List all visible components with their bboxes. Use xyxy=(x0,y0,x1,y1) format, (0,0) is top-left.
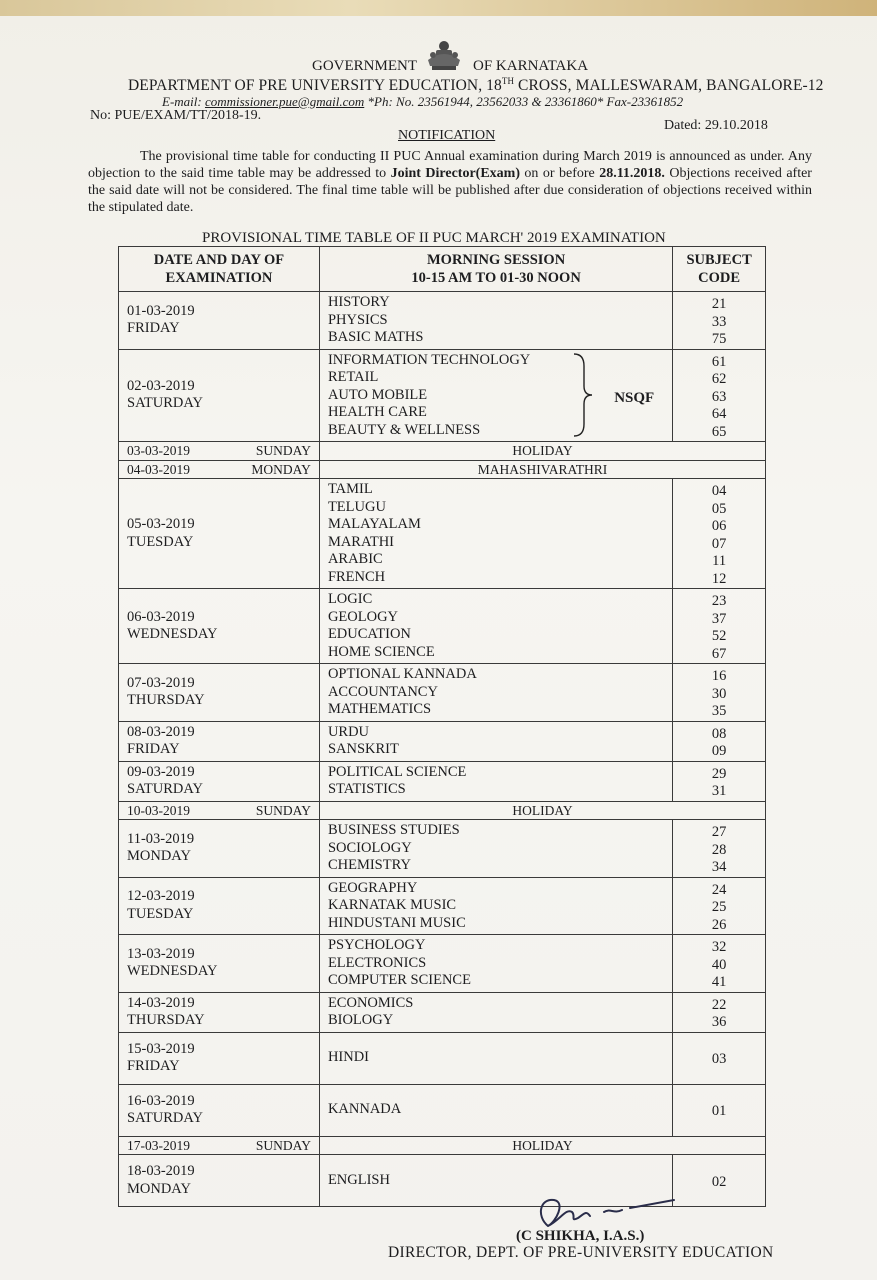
holiday-row xyxy=(119,460,766,479)
subject-code: 65 xyxy=(711,423,727,440)
subject-code: 08 xyxy=(711,725,727,742)
signatory-title: DIRECTOR, DEPT. OF PRE-UNIVERSITY EDUCATION xyxy=(388,1244,774,1261)
subject-code: 05 xyxy=(711,500,727,517)
date-cell xyxy=(119,761,320,801)
row-day: FRIDAY xyxy=(127,1058,180,1074)
row-day: SUNDAY xyxy=(255,802,311,818)
date-cell xyxy=(119,877,320,935)
subject-name: BUSINESS STUDIES xyxy=(327,822,460,838)
subject-name: URDU xyxy=(327,723,370,740)
col-code-header: SUBJECT CODE xyxy=(673,247,766,292)
subject-code: 40 xyxy=(711,956,727,973)
subject-code: 52 xyxy=(711,628,727,644)
holiday-row xyxy=(119,1136,766,1155)
reference-number: No: PUE/EXAM/TT/2018-19. xyxy=(90,108,262,123)
subject-name: MARATHI xyxy=(327,533,394,550)
codes-cell xyxy=(673,349,766,442)
codes-cell xyxy=(673,877,766,935)
subject-name: ACCOUNTANCY xyxy=(327,683,438,700)
signatory-name: (C SHIKHA, I.A.S.) xyxy=(516,1228,645,1244)
row-day: MONDAY xyxy=(251,461,311,477)
dept-text-a: DEPARTMENT OF PRE UNIVERSITY EDUCATION, 18 xyxy=(128,77,502,95)
subject-name: PSYCHOLOGY xyxy=(327,937,426,953)
subjects-cell xyxy=(319,349,672,442)
subject-name: POLITICAL SCIENCE xyxy=(327,763,467,780)
subject-name: ENGLISH xyxy=(327,1171,390,1188)
codes-cell xyxy=(673,1084,766,1136)
subject-code: 27 xyxy=(711,824,727,840)
date-cell xyxy=(119,292,320,350)
subject-name: BEAUTY & WELLNESS xyxy=(327,421,481,438)
subject-name: INFORMATION TECHNOLOGY xyxy=(327,351,531,368)
subject-code: 75 xyxy=(711,331,727,347)
subjects-cell xyxy=(319,935,672,993)
issue-date: Dated: 29.10.2018 xyxy=(664,118,768,133)
holiday-date-cell xyxy=(119,442,320,461)
subject-code: 12 xyxy=(711,570,727,587)
row-day: WEDNESDAY xyxy=(127,626,218,642)
dept-sup: TH xyxy=(501,76,515,86)
subject-name: TELUGU xyxy=(327,498,386,515)
subject-code: 30 xyxy=(711,685,727,702)
subject-name: PHYSICS xyxy=(327,311,388,328)
subject-name: MATHEMATICS xyxy=(327,701,432,717)
email-label: E-mail: xyxy=(162,94,205,109)
row-date: 15-03-2019 xyxy=(127,1040,195,1057)
subject-name: HINDUSTANI MUSIC xyxy=(327,914,466,931)
nsqf-label: NSQF xyxy=(614,389,655,406)
email-link[interactable]: commissioner.pue@gmail.com xyxy=(204,94,365,109)
exam-row xyxy=(119,664,766,722)
row-day: MONDAY xyxy=(127,1180,191,1197)
subjects-cell xyxy=(319,589,672,664)
subject-code: 16 xyxy=(711,668,727,684)
holiday-date-cell xyxy=(119,1136,320,1155)
row-day: MONDAY xyxy=(127,848,191,865)
subject-name: BASIC MATHS xyxy=(327,329,424,345)
subject-name: HISTORY xyxy=(327,294,390,310)
subject-name: HOME SCIENCE xyxy=(327,643,435,660)
subject-code: 21 xyxy=(711,296,727,312)
col-date-header: DATE AND DAY OF EXAMINATION xyxy=(119,247,320,292)
row-date: 10-03-2019 xyxy=(127,802,190,818)
holiday-label: HOLIDAY xyxy=(319,801,765,820)
para-part-1: The provisional time table for conducting II PUC Annual examination during March 2019 is announced as under. Any objection to the said time table may be addressed to xyxy=(88,149,812,181)
timetable-header-row xyxy=(119,247,766,292)
date-cell xyxy=(119,1084,320,1136)
subject-name: STATISTICS xyxy=(327,781,406,797)
subjects-cell xyxy=(319,664,672,722)
row-date: 09-03-2019 xyxy=(127,763,195,780)
department-line xyxy=(128,76,824,95)
subjects-cell xyxy=(319,1084,672,1136)
subject-name: RETAIL xyxy=(327,369,379,385)
subject-name: FRENCH xyxy=(327,568,386,585)
para-bold-1: Joint Director(Exam) xyxy=(390,166,520,181)
subject-code: 11 xyxy=(712,553,727,569)
subject-code: 04 xyxy=(711,483,727,499)
subject-code: 09 xyxy=(711,743,727,759)
row-date: 08-03-2019 xyxy=(127,723,195,740)
codes-cell xyxy=(673,664,766,722)
subjects-cell xyxy=(319,479,672,589)
subject-name: TAMIL xyxy=(327,481,373,497)
subjects-cell xyxy=(319,721,672,761)
subject-name: SANSKRIT xyxy=(327,741,399,757)
subject-code: 06 xyxy=(711,518,727,534)
phone-text: *Ph: No. 23561944, 23562033 & 23361860* Fax-23361852 xyxy=(364,94,684,109)
holiday-label: MAHASHIVARATHRI xyxy=(319,460,765,479)
timetable xyxy=(118,246,766,1207)
row-date: 01-03-2019 xyxy=(127,302,195,319)
subject-name: MALAYALAM xyxy=(327,516,421,532)
holiday-label: HOLIDAY xyxy=(319,442,765,461)
row-date: 17-03-2019 xyxy=(127,1137,190,1153)
subject-code: 61 xyxy=(711,353,727,370)
para-bold-2: 28.11.2018. xyxy=(599,166,665,181)
para-part-2: on or before xyxy=(519,166,600,181)
subjects-cell xyxy=(319,1032,672,1084)
row-date: 06-03-2019 xyxy=(127,608,195,625)
row-day: SATURDAY xyxy=(127,781,204,797)
codes-cell xyxy=(673,992,766,1032)
date-cell xyxy=(119,992,320,1032)
subjects-cell xyxy=(319,820,672,878)
holiday-label: HOLIDAY xyxy=(319,1136,765,1155)
row-day: SATURDAY xyxy=(127,395,204,412)
subject-name: GEOLOGY xyxy=(327,608,399,625)
notification-paragraph xyxy=(88,148,812,216)
timetable-body xyxy=(119,292,766,1207)
subject-name: SOCIOLOGY xyxy=(327,839,412,856)
subject-code: 35 xyxy=(711,703,727,719)
subject-name: ARABIC xyxy=(327,551,383,567)
row-date: 16-03-2019 xyxy=(127,1092,195,1109)
page-top-edge xyxy=(0,0,877,16)
subject-name: AUTO MOBILE xyxy=(327,386,428,403)
row-day: TUESDAY xyxy=(127,533,194,550)
row-day: FRIDAY xyxy=(127,741,180,757)
para-part-3: Objections received after the said date will not be considered. The final time table will be published after due consideration of objections received within the stipulated date. xyxy=(88,166,812,215)
subject-code: 24 xyxy=(711,881,727,898)
holiday-date-cell xyxy=(119,801,320,820)
date-cell xyxy=(119,1155,320,1207)
row-day: SATURDAY xyxy=(127,1110,204,1126)
exam-row xyxy=(119,1032,766,1084)
subject-code: 33 xyxy=(711,313,727,330)
exam-row xyxy=(119,935,766,993)
holiday-date-cell xyxy=(119,460,320,479)
subject-name: OPTIONAL KANNADA xyxy=(327,666,477,682)
row-date: 18-03-2019 xyxy=(127,1163,195,1179)
subject-code: 32 xyxy=(711,939,727,955)
date-cell xyxy=(119,820,320,878)
row-date: 12-03-2019 xyxy=(127,888,195,905)
subjects-cell xyxy=(319,761,672,801)
session-label: MORNING SESSION xyxy=(426,252,566,268)
exam-row xyxy=(119,820,766,878)
gov-left-text: GOVERNMENT xyxy=(312,58,417,74)
date-cell xyxy=(119,479,320,589)
row-day: WEDNESDAY xyxy=(127,963,218,980)
codes-cell xyxy=(673,292,766,350)
exam-row xyxy=(119,761,766,801)
subject-code: 62 xyxy=(711,371,727,387)
subject-name: COMPUTER SCIENCE xyxy=(327,972,471,988)
holiday-row xyxy=(119,801,766,820)
codes-cell xyxy=(673,721,766,761)
dept-text-b: CROSS, MALLESWARAM, BANGALORE-12 xyxy=(514,77,824,95)
codes-cell xyxy=(673,1155,766,1207)
exam-row xyxy=(119,992,766,1032)
subject-code: 23 xyxy=(711,593,727,609)
timetable-title: PROVISIONAL TIME TABLE OF II PUC MARCH' 2019 EXAMINATION xyxy=(202,230,666,246)
subject-code: 41 xyxy=(711,974,727,990)
row-date: 11-03-2019 xyxy=(127,830,195,847)
gov-right-text: OF KARNATAKA xyxy=(473,58,589,74)
row-date: 05-03-2019 xyxy=(127,516,195,532)
subject-code: 64 xyxy=(711,406,727,422)
subject-name: ECONOMICS xyxy=(327,994,414,1011)
row-day: FRIDAY xyxy=(127,320,180,337)
subjects-cell xyxy=(319,877,672,935)
exam-row xyxy=(119,479,766,589)
subject-code: 25 xyxy=(711,899,727,915)
exam-row xyxy=(119,721,766,761)
row-date: 07-03-2019 xyxy=(127,674,195,691)
subject-name: GEOGRAPHY xyxy=(327,879,418,896)
subject-code: 26 xyxy=(711,916,727,933)
subject-name: CHEMISTRY xyxy=(327,857,411,873)
date-cell xyxy=(119,664,320,722)
subject-code: 67 xyxy=(711,645,727,662)
row-day: THURSDAY xyxy=(127,1012,205,1028)
subject-code: 07 xyxy=(711,535,727,552)
codes-cell xyxy=(673,1032,766,1084)
subject-code: 36 xyxy=(711,1014,727,1030)
nsqf-brace xyxy=(572,352,594,438)
row-day: SUNDAY xyxy=(255,1137,311,1153)
exam-row xyxy=(119,349,766,442)
exam-row xyxy=(119,292,766,350)
holiday-row xyxy=(119,442,766,461)
row-date: 04-03-2019 xyxy=(127,461,190,477)
date-cell xyxy=(119,1032,320,1084)
codes-cell xyxy=(673,761,766,801)
row-date: 13-03-2019 xyxy=(127,945,195,962)
subject-code: 31 xyxy=(711,783,727,799)
subjects-cell xyxy=(319,992,672,1032)
row-day: SUNDAY xyxy=(255,443,311,458)
row-date: 14-03-2019 xyxy=(127,994,195,1011)
date-cell xyxy=(119,721,320,761)
subject-code: 34 xyxy=(711,859,727,875)
subjects-cell xyxy=(319,292,672,350)
exam-row xyxy=(119,877,766,935)
codes-cell xyxy=(673,589,766,664)
exam-row xyxy=(119,589,766,664)
row-day: TUESDAY xyxy=(127,905,194,922)
subject-code: 02 xyxy=(711,1173,727,1190)
subject-code: 01 xyxy=(711,1103,727,1120)
notification-heading: NOTIFICATION xyxy=(398,128,496,143)
date-cell xyxy=(119,589,320,664)
subject-name: ELECTRONICS xyxy=(327,954,427,971)
signature-scribble xyxy=(526,1186,676,1234)
codes-cell xyxy=(673,935,766,993)
subject-code: 63 xyxy=(711,388,727,405)
col-session-header xyxy=(319,247,672,292)
subject-code: 03 xyxy=(711,1051,727,1068)
subject-code: 28 xyxy=(711,841,727,858)
subject-name: LOGIC xyxy=(327,591,373,607)
date-cell xyxy=(119,935,320,993)
subject-name: EDUCATION xyxy=(327,626,411,642)
subject-code: 37 xyxy=(711,610,727,627)
subject-name: BIOLOGY xyxy=(327,1012,394,1028)
subject-name: HINDI xyxy=(327,1049,370,1066)
state-emblem-icon xyxy=(424,38,464,72)
subject-code: 22 xyxy=(711,996,727,1013)
row-date: 02-03-2019 xyxy=(127,377,195,394)
session-time: 10-15 AM TO 01-30 NOON xyxy=(411,270,581,286)
row-day: THURSDAY xyxy=(127,692,205,709)
subject-code: 29 xyxy=(711,765,727,782)
subject-name: HEALTH CARE xyxy=(327,404,427,420)
row-date: 03-03-2019 xyxy=(127,443,190,458)
codes-cell xyxy=(673,479,766,589)
subject-name: KANNADA xyxy=(327,1101,402,1118)
codes-cell xyxy=(673,820,766,878)
date-cell xyxy=(119,349,320,442)
subject-name: KARNATAK MUSIC xyxy=(327,897,457,913)
exam-row xyxy=(119,1084,766,1136)
